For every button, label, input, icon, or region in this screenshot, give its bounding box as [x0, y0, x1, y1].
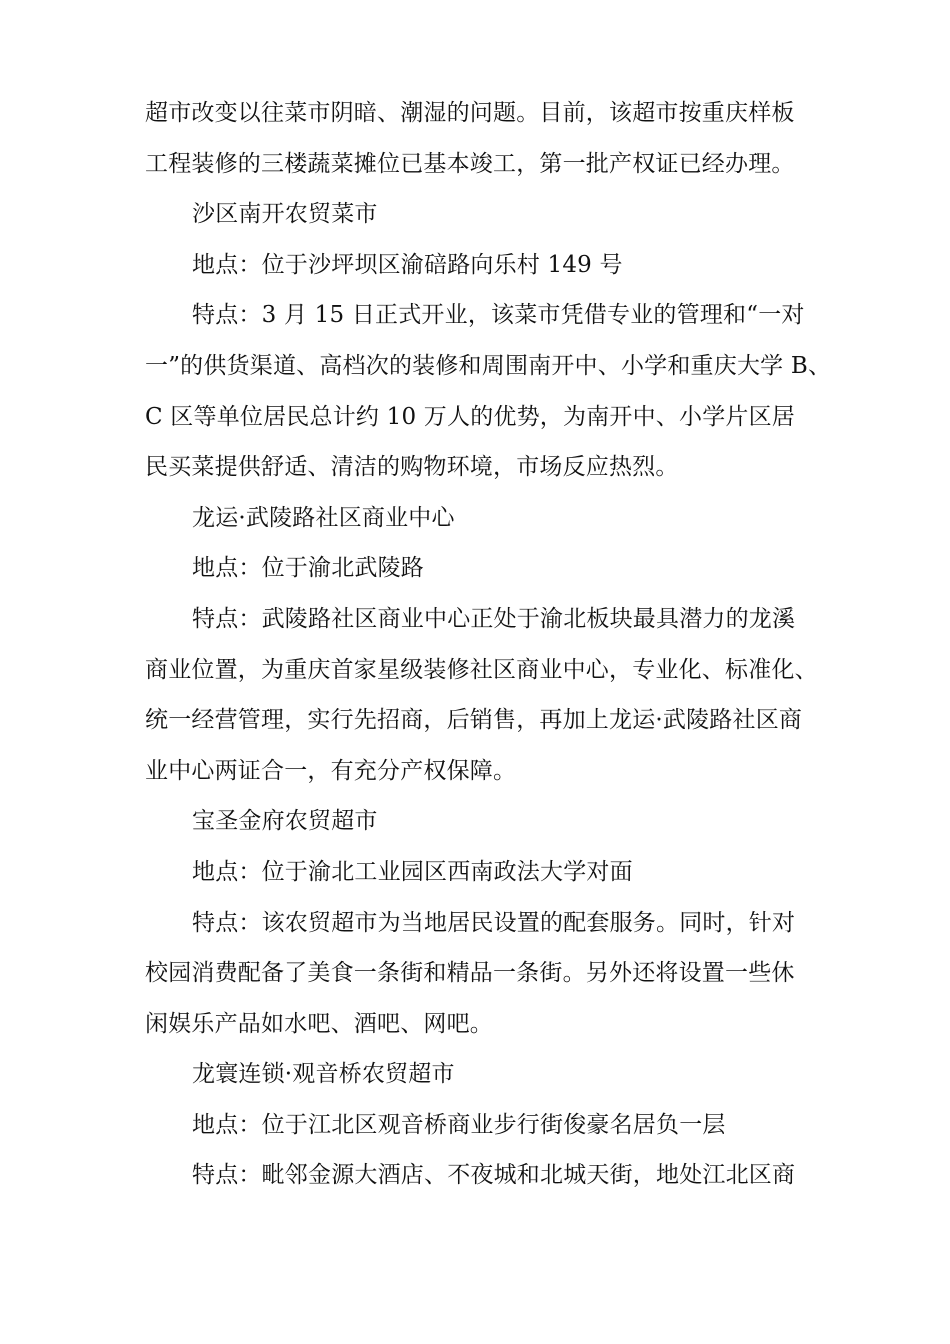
text-line: 特点：毗邻金源大酒店、不夜城和北城天街，地处江北区商	[192, 1162, 796, 1189]
text-line: 地点：位于渝北武陵路	[192, 555, 424, 582]
text-line: 闲娱乐产品如水吧、酒吧、网吧。	[145, 1010, 493, 1037]
text-line: 工程装修的三楼蔬菜摊位已基本竣工，第一批产权证已经办理。	[145, 150, 795, 177]
text-line: 龙运·武陵路社区商业中心	[192, 504, 455, 531]
text-line: 沙区南开农贸菜市	[192, 201, 378, 228]
text-line: 业中心两证合一，有充分产权保障。	[145, 757, 517, 784]
text-line: 特点：该农贸超市为当地居民设置的配套服务。同时，针对	[192, 909, 796, 936]
document-body	[145, 88, 832, 1201]
text-line: 特点：3 月 15 日正式开业，该菜市凭借专业的管理和“一对	[192, 302, 805, 329]
text-line: 宝圣金府农贸超市	[192, 808, 378, 835]
text-line: C 区等单位居民总计约 10 万人的优势，为南开中、小学片区居	[145, 403, 795, 430]
text-line: 统一经营管理，实行先招商，后销售，再加上龙运·武陵路社区商	[145, 707, 803, 734]
text-line: 地点：位于渝北工业园区西南政法大学对面	[192, 858, 633, 885]
text-line: 超市改变以往菜市阴暗、潮湿的问题。目前，该超市按重庆样板	[145, 100, 795, 126]
text-line: 民买菜提供舒适、清洁的购物环境，市场反应热烈。	[145, 454, 679, 481]
text-line: 特点：武陵路社区商业中心正处于渝北板块最具潜力的龙溪	[192, 605, 796, 632]
text-line: 地点：位于江北区观音桥商业步行街俊豪名居负一层	[192, 1111, 726, 1138]
text-line: 地点：位于沙坪坝区渝碚路向乐村 149 号	[192, 251, 623, 278]
text-line: 龙寰连锁·观音桥农贸超市	[192, 1061, 455, 1088]
text-line: 校园消费配备了美食一条街和精品一条街。另外还将设置一些休	[145, 960, 795, 987]
text-line: 商业位置，为重庆首家星级装修社区商业中心，专业化、标准化、	[145, 656, 818, 683]
text-line: 一”的供货渠道、高档次的装修和周围南开中、小学和重庆大学 B、	[145, 352, 832, 379]
